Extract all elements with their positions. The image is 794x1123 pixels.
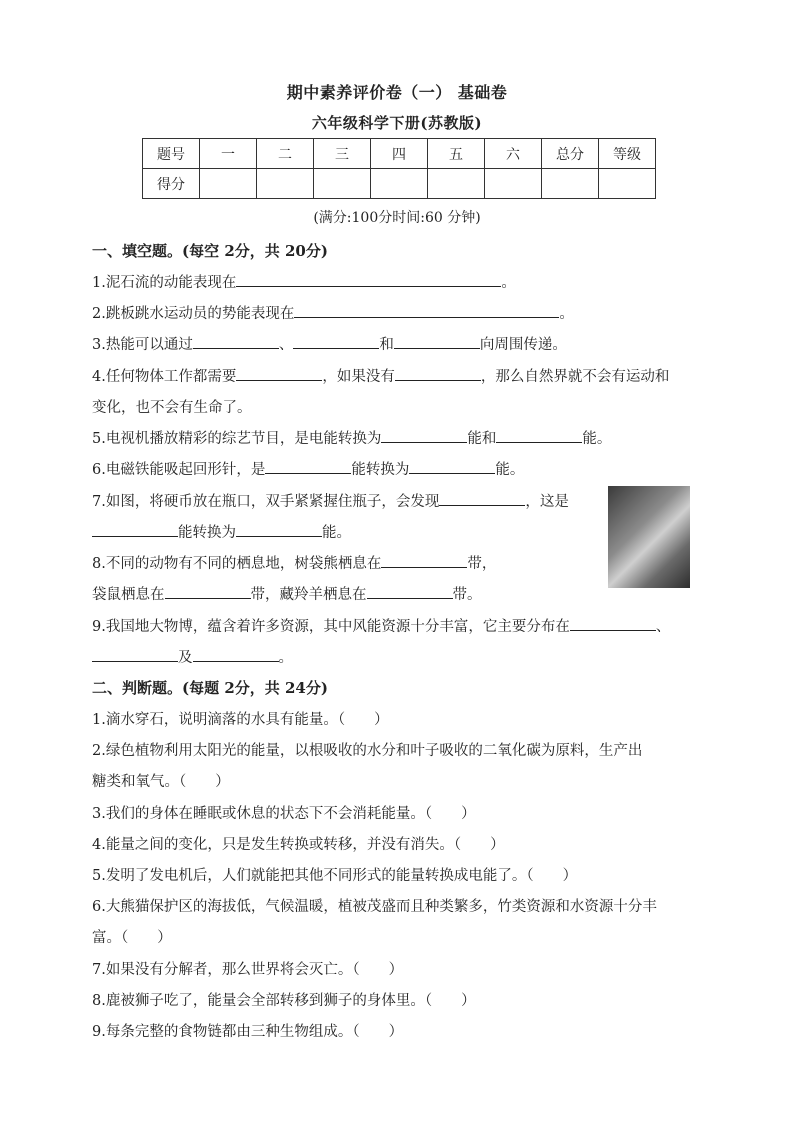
answer-blank[interactable] [294, 303, 559, 318]
question: 5.电视机播放精彩的综艺节目，是电能转换为 能和 能。 [92, 427, 611, 448]
score-input-cell[interactable] [542, 169, 599, 199]
answer-blank[interactable] [193, 334, 279, 349]
question: 6.电磁铁能吸起回形针，是 能转换为 能。 [92, 458, 524, 479]
judgement-question[interactable]: 8.鹿被狮子吃了，能量会全部转移到狮子的身体里。（ ） [92, 993, 476, 1009]
score-cell: 一 [200, 139, 257, 169]
judgement-question[interactable]: 2.绿色植物利用太阳光的能量，以根吸收的水分和叶子吸收的二氧化碳为原料，生产出 [92, 743, 643, 759]
score-input-cell[interactable] [257, 169, 314, 199]
answer-blank[interactable] [439, 491, 525, 506]
score-table-score-row [143, 169, 656, 199]
page-subtitle: 六年级科学下册(苏教版) [311, 114, 483, 132]
score-cell: 二 [257, 139, 314, 169]
score-cell: 总分 [542, 139, 599, 169]
answer-blank[interactable] [570, 616, 656, 631]
answer-blank[interactable] [293, 334, 379, 349]
score-cell: 等级 [599, 139, 656, 169]
score-table-header-row [143, 139, 656, 169]
answer-blank[interactable] [92, 647, 178, 662]
answer-blank[interactable] [496, 428, 582, 443]
judgement-question[interactable]: 3.我们的身体在睡眠或休息的状态下不会消耗能量。（ ） [92, 806, 476, 822]
answer-blank[interactable] [265, 459, 351, 474]
bottle-photo [608, 486, 690, 588]
question: 8.不同的动物有不同的栖息地，树袋熊栖息在 带， [92, 552, 496, 573]
score-input-cell[interactable] [371, 169, 428, 199]
section-heading: 一、填空题。(每空 2分，共 20分) [92, 242, 328, 260]
judgement-question-continued[interactable]: 糖类和氧气。（ ） [92, 774, 230, 790]
answer-blank[interactable] [165, 584, 251, 599]
question-continued: 袋鼠栖息在 带，藏羚羊栖息在 带。 [92, 583, 482, 604]
score-cell: 四 [371, 139, 428, 169]
score-cell: 六 [485, 139, 542, 169]
question-continued: 及 。 [92, 646, 293, 667]
judgement-question[interactable]: 1.滴水穿石，说明滴落的水具有能量。（ ） [92, 712, 389, 728]
score-input-cell[interactable] [200, 169, 257, 199]
judgement-question[interactable]: 6.大熊猫保护区的海拔低，气候温暖，植被茂盛而且种类繁多，竹类资源和水资源十分丰 [92, 899, 657, 915]
score-cell: 五 [428, 139, 485, 169]
judgement-question[interactable]: 4.能量之间的变化，只是发生转换或转移，并没有消失。（ ） [92, 837, 505, 853]
question: 3.热能可以通过 、 和 向周围传递。 [92, 333, 567, 354]
score-input-cell[interactable] [485, 169, 542, 199]
answer-blank[interactable] [394, 334, 480, 349]
question: 7.如图，将硬币放在瓶口，双手紧紧握住瓶子，会发现 ，这是 [92, 490, 569, 511]
answer-blank[interactable] [409, 459, 495, 474]
score-input-cell[interactable] [428, 169, 485, 199]
score-cell: 得分 [143, 169, 200, 199]
judgement-question-continued[interactable]: 富。（ ） [92, 930, 172, 946]
answer-blank[interactable] [236, 366, 322, 381]
answer-blank[interactable] [92, 522, 178, 537]
question: 2.跳板跳水运动员的势能表现在 。 [92, 302, 574, 323]
score-table [142, 138, 656, 199]
section-heading: 二、判断题。(每题 2分，共 24分) [92, 679, 328, 697]
question: 9.我国地大物博，蕴含着许多资源，其中风能资源十分丰富，它主要分布在 、 [92, 615, 670, 636]
judgement-question[interactable]: 7.如果没有分解者，那么世界将会灭亡。（ ） [92, 962, 404, 978]
score-input-cell[interactable] [599, 169, 656, 199]
judgement-question[interactable]: 9.每条完整的食物链都由三种生物组成。（ ） [92, 1024, 404, 1040]
answer-blank[interactable] [236, 522, 322, 537]
judgement-question[interactable]: 5.发明了发电机后，人们就能把其他不同形式的能量转换成电能了。（ ） [92, 868, 578, 884]
question-continued: 能转换为 能。 [92, 521, 351, 542]
answer-blank[interactable] [381, 428, 467, 443]
answer-blank[interactable] [395, 366, 481, 381]
score-input-cell[interactable] [314, 169, 371, 199]
answer-blank[interactable] [367, 584, 453, 599]
answer-blank[interactable] [236, 272, 501, 287]
question: 4.任何物体工作都需要 ，如果没有 ，那么自然界就不会有运动和 [92, 365, 669, 386]
answer-blank[interactable] [193, 647, 279, 662]
score-cell: 题号 [143, 139, 200, 169]
page-title: 期中素养评价卷（一） 基础卷 [286, 83, 508, 102]
score-cell: 三 [314, 139, 371, 169]
question: 1.泥石流的动能表现在 。 [92, 271, 516, 292]
exam-info: (满分:100分时间:60 分钟) [313, 210, 481, 226]
question-continued: 变化，也不会有生命了。 [92, 400, 252, 416]
answer-blank[interactable] [381, 553, 467, 568]
